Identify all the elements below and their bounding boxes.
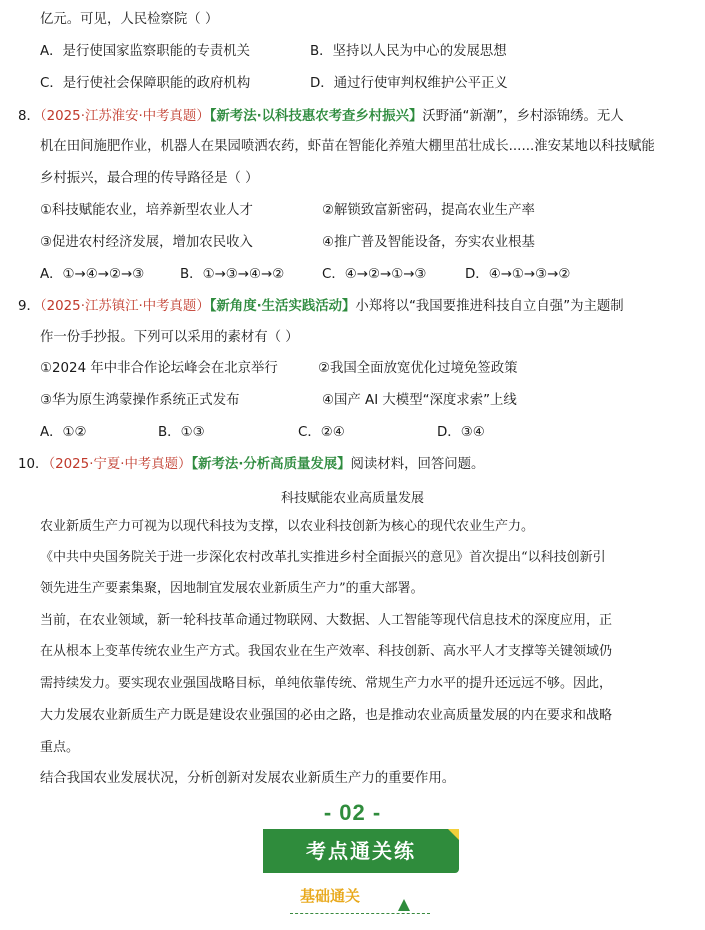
q8-item-3: ③促进农村经济发展，增加农民收入 [40,235,253,250]
q8-stem-line1: 沃野涌“新潮”，乡村添锦绣。无人 [422,109,624,124]
q9-stem-line1: 小郑将以“我国要推进科技自立自强”为主题制 [355,299,624,314]
q9-item-3: ③华为原生鸿蒙操作系统正式发布 [40,393,240,408]
q9-stem-line2: 作一份手抄报。下列可以采用的素材有（ ） [40,330,299,345]
material-paragraph-3-line1: 当前，在农业领域，新一轮科技革命通过物联网、大数据、人工智能等现代信息技术的深度应用，正 [40,613,613,628]
q8-stem-line2: 机在田间施肥作业，机器人在果园喷洒农药，虾苗在智能化养殖大棚里茁壮成长......淮安某地以科技赋能 [40,139,655,154]
q9-item-1: ①2024 年中非合作论坛峰会在北京举行 [40,361,278,376]
q7-stem-tail: 亿元。可见，人民检察院（ ） [40,12,219,27]
material-title: 科技赋能农业高质量发展 [280,491,424,506]
q10-number: 10． [18,457,49,472]
subtitle-underline [290,913,430,914]
material-paragraph-3-line3: 需持续发力。要实现农业强国战略目标，单纯依靠传统、常规生产力水平的提升还远远不够。因此， [40,676,613,691]
material-paragraph-2-line1: 《中共中央国务院关于进一步深化农村改革扎实推进乡村全面振兴的意见》首次提出“以科技创新引 [40,550,606,565]
q10-source: （2025·宁夏·中考真题） [48,457,192,472]
q9-option-d[interactable]: D．③④ [437,425,485,440]
material-paragraph-3-line4: 大力发展农业新质生产力既是建设农业强国的必由之路，也是推动农业高质量发展的内在要求和战略 [40,708,613,723]
q8-header [18,108,624,126]
q8-option-a[interactable]: A．①→④→②→③ [40,267,145,282]
q10-header [18,456,484,474]
q9-number: 9． [18,299,40,314]
q8-item-4: ④推广普及智能设备，夯实农业根基 [322,235,535,250]
q9-source: （2025·江苏镇江·中考真题） [39,299,210,314]
q8-item-2: ②解锁致富新密码，提高农业生产率 [322,203,535,218]
q8-source: （2025·江苏淮安·中考真题） [39,109,210,124]
section-title: 考点通关练 [306,839,416,863]
section-banner [263,829,459,873]
material-paragraph-1: 农业新质生产力可视为以现代科技为支撑，以农业科技创新为核心的现代农业生产力。 [40,519,535,534]
q8-option-b[interactable]: B．①→③→④→② [180,267,285,282]
q9-tag: 【新角度·生活实践活动】 [209,299,356,314]
q8-item-1: ①科技赋能农业，培养新型农业人才 [40,203,253,218]
q7-option-d[interactable]: D．通过行使审判权维护公平正义 [310,76,508,91]
q10-question: 结合我国农业发展状况，分析创新对发展农业新质生产力的重要作用。 [40,771,456,786]
q7-option-a[interactable]: A．是行使国家监察职能的专责机关 [40,44,251,59]
tree-icon [398,899,410,911]
q8-option-d[interactable]: D．④→①→③→② [465,267,571,282]
q9-option-a[interactable]: A．①② [40,425,87,440]
material-paragraph-3-line2: 在从根本上变革传统农业生产方式。我国农业在生产效率、科技创新、高水平人才支撑等关键领域仍 [40,644,613,659]
q8-tag: 【新考法·以科技惠农考查乡村振兴】 [209,109,423,124]
q9-item-2: ②我国全面放宽优化过境免签政策 [318,361,518,376]
q7-option-c[interactable]: C．是行使社会保障职能的政府机构 [40,76,251,91]
material-paragraph-2-line2: 领先进生产要素集聚，因地制宜发展农业新质生产力”的重大部署。 [40,581,424,596]
q7-option-b[interactable]: B．坚持以人民为中心的发展思想 [310,44,507,59]
q10-tag: 【新考法·分析高质量发展】 [191,457,351,472]
q9-option-b[interactable]: B．①③ [158,425,205,440]
q9-header [18,298,624,316]
q8-option-c[interactable]: C．④→②→①→③ [322,267,427,282]
section-number: - 02 - [323,800,382,825]
q9-option-c[interactable]: C．②④ [298,425,345,440]
q9-item-4: ④国产 AI 大模型“深度求索”上线 [322,393,517,408]
q8-number: 8． [18,109,40,124]
section-subtitle: 基础通关 [300,887,361,905]
q10-stem: 阅读材料，回答问题。 [350,457,485,472]
q8-stem-line3: 乡村振兴，最合理的传导路径是（ ） [40,171,259,186]
material-paragraph-3-line5: 重点。 [40,740,80,755]
